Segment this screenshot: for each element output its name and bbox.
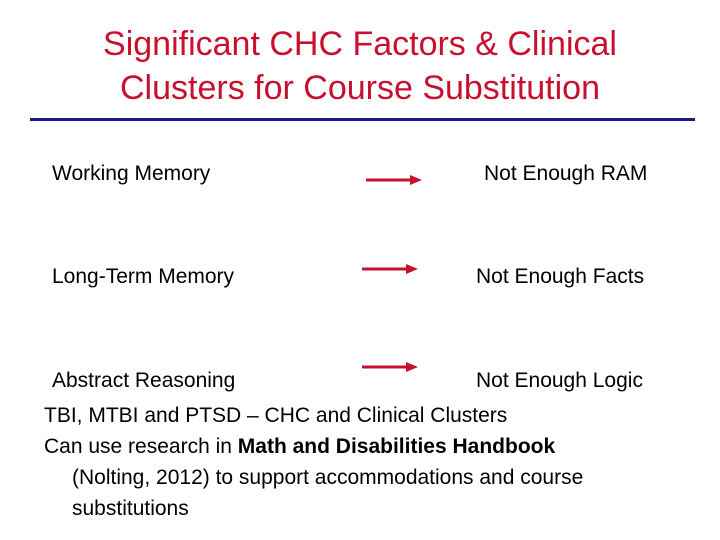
mapping-row-long-term-memory	[0, 265, 720, 299]
handbook-title: Math and Disabilities Handbook	[237, 435, 556, 458]
note-line-3: (Nolting, 2012) to support accommodations and course	[72, 466, 584, 489]
mapping-row-working-memory	[0, 162, 720, 196]
note-line-4: substitutions	[72, 497, 189, 520]
note-line-2-prefix: Can use research in	[44, 435, 238, 458]
result-label: Not Enough RAM	[484, 162, 648, 185]
mapping-row-abstract-reasoning	[0, 369, 720, 403]
slide-title	[0, 22, 720, 110]
note-line-1: TBI, MTBI and PTSD – CHC and Clinical Clusters	[44, 404, 508, 427]
result-label: Not Enough Logic	[476, 369, 643, 392]
factor-label: Working Memory	[52, 162, 211, 185]
notes-block	[44, 400, 684, 524]
result-label: Not Enough Facts	[476, 265, 645, 288]
title-line-2: Clusters for Course Substitution	[120, 69, 600, 107]
right-arrow-icon	[362, 360, 418, 374]
title-divider	[30, 118, 695, 121]
factor-label: Long-Term Memory	[52, 265, 235, 288]
title-line-1: Significant CHC Factors & Clinical	[103, 25, 617, 63]
note-line-2	[44, 431, 684, 462]
right-arrow-icon	[362, 262, 418, 276]
factor-label: Abstract Reasoning	[52, 369, 236, 392]
right-arrow-icon	[366, 173, 422, 187]
